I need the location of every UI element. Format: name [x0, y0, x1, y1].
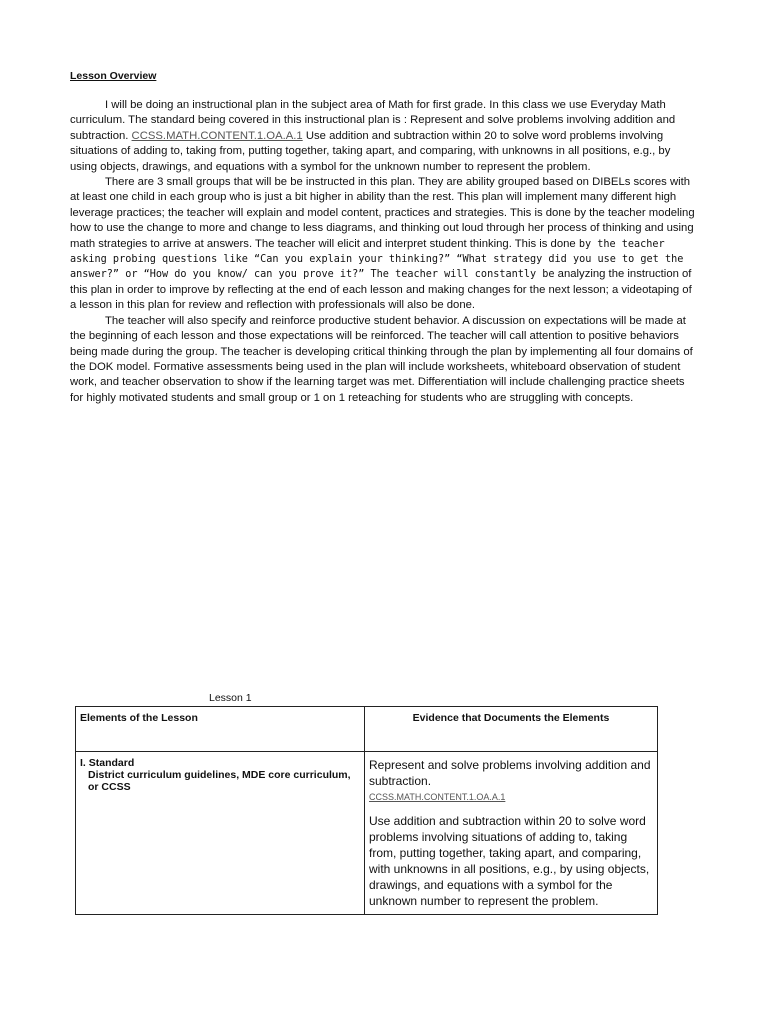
paragraph-1-text-a: I will be doing an instructional plan in the subject area of Math for first grade. In this class we use Everyday Math curriculum. The standard being covered in this instructional plan is : Represent and solve problems involving addition and subtraction.	[70, 99, 676, 142]
overview-body	[70, 98, 700, 406]
paragraph-2	[70, 175, 700, 314]
paragraph-2-text-a: There are 3 small groups that will be be instructed in this plan. They are ability grouped based on DIBELs scores with at least one child in each group who is just a bit higher in ability than the rest. This plan will implement many different high leverage practices; the teacher will explain and model content, practices and strategies. This is done by the teacher modeling how to use the change to more and change to less diagrams, and thinking out loud through her process of thinking and using math strategies to arrive at answers. The teacher will elicit and interpret student thinking. This is done	[70, 176, 695, 250]
evidence-text-2: Use addition and subtraction within 20 to solve word problems involving situations of adding to, taking from, putting together, taking apart, and comparing, with unknowns in all positions, e.g., by using objects, drawings, and equations with a symbol for the unknown number to represent the problem.	[369, 814, 650, 908]
paragraph-1-text-b: Use addition and subtraction within 20 to solve word problems involving situations of adding to, taking from, putting together, taking apart, and comparing, with unknowns in all positions, e.g., by using objects, drawings, and equations with a symbol for the unknown number to represent the problem.	[70, 129, 671, 173]
paragraph-3: The teacher will also specify and reinforce productive student behavior. A discussion on expectations will be made at the beginning of each lesson and those expectations will be reinforced. The teacher will call attention to positive behaviors being made during the group. The teacher is developing critical thinking through the plan by implementing all four domains of the DOK model. Formative assessments being used in the plan will include worksheets, whiteboard observation of student work, and teacher observation to show if the learning target was met. Differentiation will include challenging practice sheets for highly motivated students and small group or 1 on 1 reteaching for students who are struggling with concepts.	[70, 314, 693, 404]
standard-subtitle: District curriculum guidelines, MDE core curriculum, or CCSS	[88, 769, 351, 793]
table-header-row	[76, 707, 658, 752]
table-row	[76, 752, 658, 915]
paragraph-1	[70, 98, 700, 175]
evidence-standard-link[interactable]: CCSS.MATH.CONTENT.1.OA.A.1	[369, 792, 506, 802]
header-evidence: Evidence that Documents the Elements	[365, 707, 658, 752]
standard-cell	[76, 752, 365, 915]
lesson-label: Lesson 1	[209, 692, 252, 704]
section-heading: Lesson Overview	[70, 70, 157, 82]
standard-title: I. Standard	[80, 757, 135, 769]
header-elements: Elements of the Lesson	[76, 707, 365, 752]
evidence-text-1: Represent and solve problems involving addition and subtraction.	[369, 758, 651, 788]
paragraph-2-text-b: analyzing the instruction of this plan in order to improve by reflecting at the end of each lesson and making changes for the next lesson; a videotaping of a lesson in this plan for review and reflection with professionals will also be done.	[70, 268, 692, 312]
lesson-table	[75, 706, 658, 915]
paragraph-2-mono-text: by the teacher asking probing questions like “Can you explain your thinking?” “What strategy did you use to get the answer?” or “How do you know/ can you prove it?” The teacher will constantly be	[70, 238, 684, 281]
evidence-cell	[365, 752, 658, 915]
standard-link[interactable]: CCSS.MATH.CONTENT.1.OA.A.1	[131, 129, 303, 142]
